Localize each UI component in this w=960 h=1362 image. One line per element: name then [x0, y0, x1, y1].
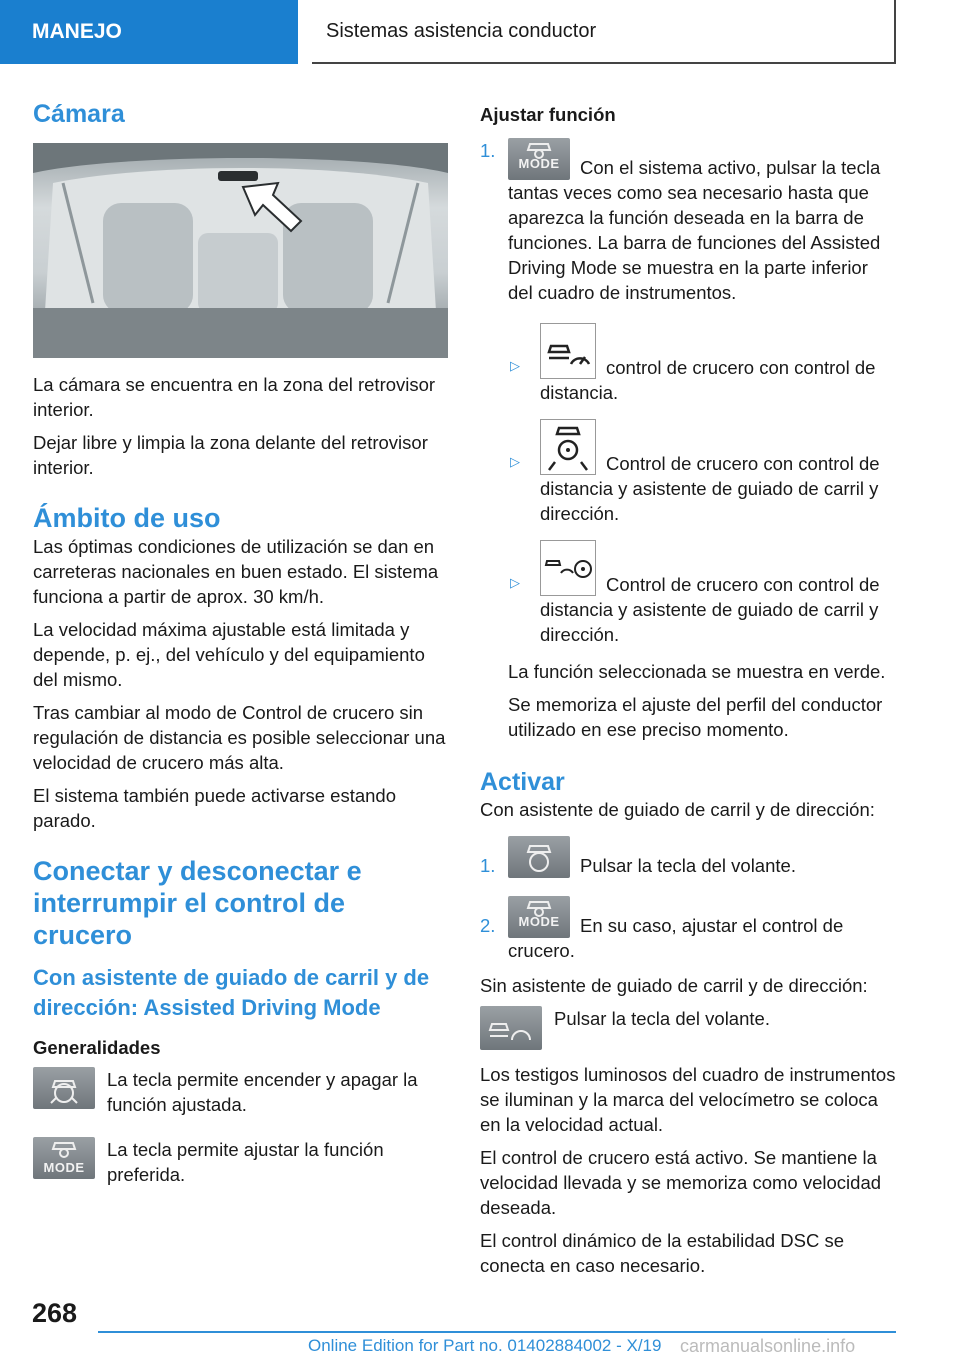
activate-heading: Activar	[480, 768, 565, 796]
bullet-triangle: ▷	[510, 358, 520, 373]
camera-paragraph-2: Dejar libre y limpia la zona delante del retrovisor interior.	[33, 432, 428, 478]
scope-paragraph-1: Las óptimas condiciones de utilización se dan en carreteras nacionales en buen estado. El sistema funciona a partir de aprox. 30 km/h.	[33, 536, 439, 607]
note-2: Se memoriza el ajuste del perfil del conductor utilizado en ese preciso momento.	[508, 694, 883, 740]
lights-paragraph: Los testigos luminosos del cuadro de instrumentos se iluminan y la marca del velocímetro se coloca en la velocidad actual.	[480, 1064, 896, 1135]
chapter-header	[312, 0, 896, 64]
activate-step-1-text: Pulsar la tecla del volante.	[580, 855, 796, 876]
adjust-step-1	[480, 138, 898, 313]
right-column	[480, 104, 898, 1286]
edition-text: Online Edition for Part no. 01402884002 - X/19	[308, 1336, 662, 1355]
general-item-2	[33, 1137, 448, 1195]
step-number: 2.	[480, 915, 496, 936]
mode-button-icon	[508, 138, 570, 180]
with-assist-text: Con asistente de guiado de carril y de dirección:	[480, 799, 875, 820]
option-2-text: Control de crucero con control de distancia y asistente de guiado de carril y dirección.	[540, 453, 880, 524]
mode-label: MODE	[518, 914, 560, 929]
option-2	[480, 419, 898, 534]
steering-assist-button-icon	[508, 836, 570, 878]
active-paragraph: El control de crucero está activo. Se mantiene la velocidad llevada y se memoriza como velocidad deseada.	[480, 1147, 882, 1218]
press-wheel-row	[480, 1006, 898, 1050]
page-number: 268	[32, 1298, 78, 1328]
step-number: 1.	[480, 140, 496, 161]
acc-button-icon	[480, 1006, 542, 1050]
mode-button-icon	[33, 1137, 95, 1179]
camera-paragraph-1: La cámara se encuentra en la zona del retrovisor interior.	[33, 374, 436, 420]
steering-assist-button-icon	[33, 1067, 95, 1109]
scope-paragraph-2: La velocidad máxima ajustable está limitada y depende, p. ej., del vehículo y del equipamiento del mismo.	[33, 619, 425, 690]
acc-steering-icon	[540, 540, 596, 596]
option-1-text: control de crucero con control de distancia.	[540, 357, 876, 403]
activate-step-1	[480, 836, 898, 886]
step-1-description: Con el sistema activo, pulsar la tecla tantas veces como sea necesario hasta que aparezca la función deseada en la barra de funciones. La barra de funciones del Assisted Driving Mode se muestra en la parte inferior del cuadro de instrumentos.	[508, 157, 881, 303]
scope-heading: Ámbito de uso	[33, 503, 221, 533]
note-1: La función seleccionada se muestra en verde.	[508, 661, 886, 682]
assist-heading: Con asistente de guiado de carril y de dirección: Assisted Driving Mode	[33, 965, 430, 1020]
general-heading: Generalidades	[33, 1037, 161, 1058]
mode-button-icon	[508, 896, 570, 938]
step-1-text	[508, 138, 896, 305]
option-3-text: Control de crucero con control de distancia y asistente de guiado de carril y dirección.	[540, 574, 880, 645]
activate-step-2	[480, 896, 898, 971]
adjust-heading: Ajustar función	[480, 104, 616, 125]
section-tab	[0, 0, 298, 64]
chapter-label: Sistemas asistencia conductor	[326, 19, 597, 42]
interior-camera-photo	[33, 143, 448, 358]
option-1	[480, 323, 898, 413]
footer-divider	[98, 1331, 896, 1333]
dsc-paragraph: El control dinámico de la estabilidad DSC se conecta en caso necesario.	[480, 1230, 845, 1276]
option-3	[480, 540, 898, 655]
press-wheel-text: Pulsar la tecla del volante.	[554, 1008, 770, 1029]
connect-heading: Conectar y desconectar e interrumpir el control de crucero	[33, 856, 362, 950]
bullet-triangle: ▷	[510, 454, 520, 469]
general-item-1	[33, 1067, 448, 1125]
lane-steering-icon	[540, 419, 596, 475]
car-interior-illustration	[33, 143, 448, 358]
camera-heading: Cámara	[33, 100, 125, 128]
left-column	[33, 100, 448, 1195]
activate-step-2-text: En su caso, ajustar el control de crucero.	[508, 915, 844, 961]
general-text-2: La tecla permite ajustar la función preferida.	[107, 1139, 384, 1185]
without-assist-text: Sin asistente de guiado de carril y de dirección:	[480, 975, 868, 996]
step-number: 1.	[480, 855, 496, 876]
acc-distance-icon	[540, 323, 596, 379]
section-label: MANEJO	[32, 20, 122, 43]
general-text-1: La tecla permite encender y apagar la función ajustada.	[107, 1069, 418, 1115]
scope-paragraph-4: El sistema también puede activarse estando parado.	[33, 785, 397, 831]
mode-label: MODE	[43, 1160, 85, 1175]
mode-label: MODE	[518, 156, 560, 171]
scope-paragraph-3: Tras cambiar al modo de Control de crucero sin regulación de distancia es posible seleccionar una velocidad de crucero más alta.	[33, 702, 446, 773]
bullet-triangle: ▷	[510, 575, 520, 590]
watermark: carmanualsonline.info	[680, 1336, 856, 1356]
